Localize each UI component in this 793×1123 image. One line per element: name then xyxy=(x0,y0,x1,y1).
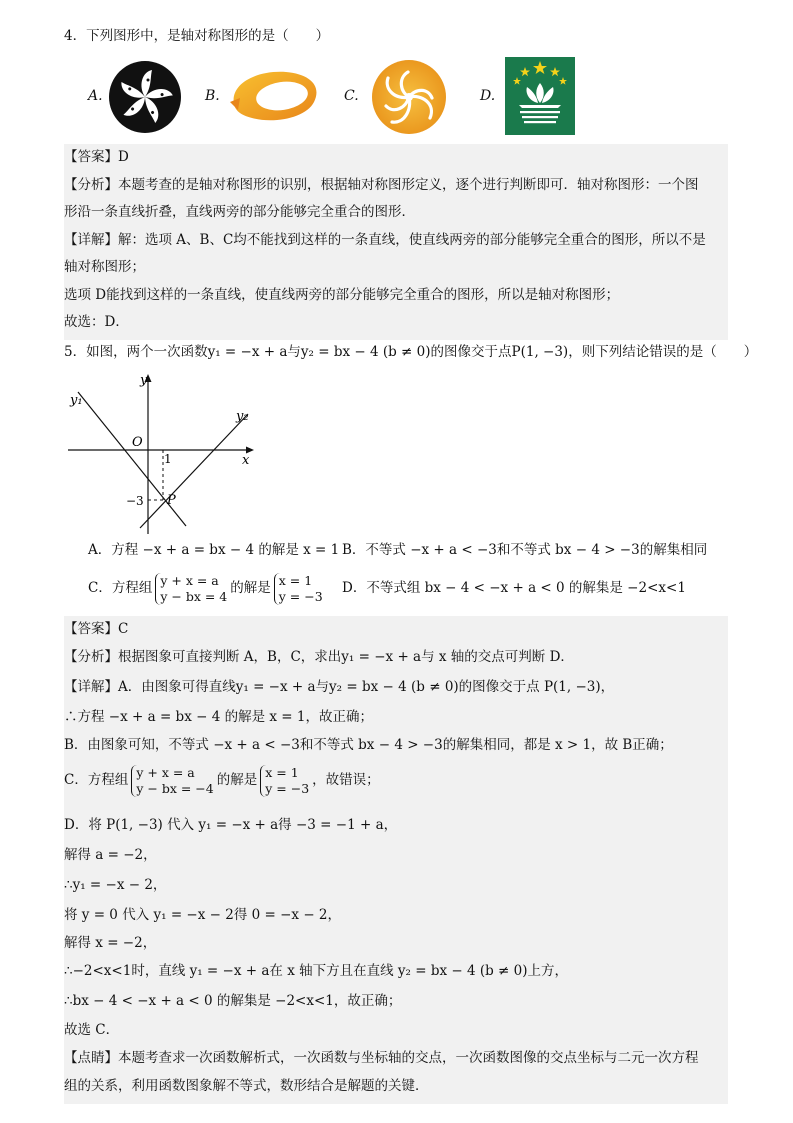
q5-answer: 【答案】C xyxy=(64,621,129,637)
q5-analysis: 【分析】根据图象可直接判断 A，B，C，求出y₁ = −x + a与 x 轴的交点可判断 D． xyxy=(64,649,574,665)
q5-choice-c-solution xyxy=(274,573,323,605)
q5-detail-4-eq1: y + x = a xyxy=(136,764,195,780)
q5-choice-c-eq1: y + x = a xyxy=(160,572,219,588)
phoenix-swirl-logo-icon xyxy=(370,58,448,140)
q4-title: 4．下列图形中，是轴对称图形的是（ ） xyxy=(64,28,330,44)
q5-detail-4-system xyxy=(131,765,213,797)
graph-label-x: x xyxy=(242,453,250,468)
q5-detail-4-prefix: C．方程组 xyxy=(64,772,129,788)
q5-choice-c-sol1: x = 1 xyxy=(278,572,313,588)
graph-label-y2: y₂ xyxy=(236,409,249,424)
q5-choice-c-sol2: y = −3 xyxy=(278,588,323,604)
q5-detail-2: ∴方程 −x + a = bx − 4 的解是 x = 1，故正确； xyxy=(64,709,373,725)
bauhinia-emblem-icon xyxy=(108,60,182,138)
q5-detail-7: ∴y₁ = −x − 2， xyxy=(64,877,167,893)
q4-answer: 【答案】D xyxy=(64,149,129,165)
q5-detail-8: 将 y = 0 代入 y₁ = −x − 2得 0 = −x − 2， xyxy=(64,907,342,923)
q5-detail-4-post: ，故错误； xyxy=(312,772,380,788)
q5-detail-1: 【详解】A．由图象可得直线y₁ = −x + a与y₂ = bx − 4 (b ≠ 0)的图像交于点 P(1, −3)， xyxy=(64,679,615,695)
q5-choice-c-prefix: C．方程组 xyxy=(88,580,153,596)
q5-choice-d: D．不等式组 bx − 4 < −x + a < 0 的解集是 −2<x<1 xyxy=(342,580,686,596)
q5-detail-3: B．由图象可知，不等式 −x + a < −3和不等式 bx − 4 > −3的解集相同，都是 x > 1，故 B正确； xyxy=(64,737,673,753)
q4-detail-line-2: 轴对称图形； xyxy=(64,259,145,275)
q4-detail-line-3: 选项 D能找到这样的一条直线，使直线两旁的部分能够完全重合的图形，所以是轴对称图形； xyxy=(64,287,620,303)
q5-function-graph xyxy=(64,366,264,542)
q4-option-b-label: B. xyxy=(205,88,220,104)
q5-choice-a: A．方程 −x + a = bx − 4 的解是 x = 1 xyxy=(88,542,340,558)
q4-analysis-line-1: 【分析】本题考查的是轴对称图形的识别，根据轴对称图形定义，逐个进行判断即可．轴对称图形：一个图 xyxy=(64,177,699,193)
q5-choice-b: B．不等式 −x + a < −3和不等式 bx − 4 > −3的解集相同 xyxy=(342,542,708,558)
q5-detail-4 xyxy=(64,760,728,800)
q5-choice-c-eq2: y − bx = 4 xyxy=(160,588,228,604)
q5-comment-line-1: 【点睛】本题考查求一次函数解析式，一次函数与坐标轴的交点，一次函数图像的交点坐标与二元一次方程 xyxy=(64,1050,699,1066)
q5-detail-9: 解得 x = −2， xyxy=(64,935,157,951)
q5-choice-c xyxy=(88,570,326,606)
q5-detail-4-sol1: x = 1 xyxy=(265,764,299,780)
graph-label-origin: O xyxy=(132,435,143,450)
q4-option-c-label: C. xyxy=(344,88,359,104)
q5-detail-4-solution xyxy=(260,765,309,797)
graph-label-p: P xyxy=(167,493,176,508)
q4-analysis-line-2: 形沿一条直线折叠，直线两旁的部分能够完全重合的图形． xyxy=(64,204,415,220)
q5-title: 5．如图，两个一次函数y₁ = −x + a与y₂ = bx − 4 (b ≠ 0)的图像交于点P(1, −3)，则下列结论错误的是（ ） xyxy=(64,344,758,360)
q4-detail-line-4: 故选：D． xyxy=(64,314,129,330)
q5-detail-10: ∴−2<x<1时，直线 y₁ = −x + a在 x 轴下方且在直线 y₂ = bx − 4 (b ≠ 0)上方， xyxy=(64,963,569,979)
graph-tick-1: 1 xyxy=(164,452,172,466)
q5-choice-c-mid: 的解是 xyxy=(230,580,271,596)
q5-detail-12: 故选 C． xyxy=(64,1022,120,1038)
q5-detail-4-mid: 的解是 xyxy=(216,772,258,788)
q5-detail-4-sol2: y = −3 xyxy=(265,780,310,796)
q5-choice-c-system xyxy=(155,573,227,605)
graph-label-y1: y₁ xyxy=(70,393,83,408)
macau-flag-icon xyxy=(505,57,575,139)
q5-detail-6: 解得 a = −2， xyxy=(64,847,157,863)
q5-detail-5: D．将 P(1, −3) 代入 y₁ = −x + a得 −3 = −1 + a， xyxy=(64,817,398,833)
q5-detail-11: ∴bx − 4 < −x + a < 0 的解集是 −2<x<1，故正确； xyxy=(64,993,402,1009)
q5-comment-line-2: 组的关系，利用函数图象解不等式，数形结合是解题的关键． xyxy=(64,1078,429,1094)
q4-option-a-label: A. xyxy=(88,88,103,104)
orange-ring-logo-icon xyxy=(226,66,322,130)
q5-detail-4-eq2: y − bx = −4 xyxy=(136,780,214,796)
q4-option-d-label: D. xyxy=(480,88,496,104)
q4-detail-line-1: 【详解】解：选项 A、B、C均不能找到这样的一条直线，使直线两旁的部分能够完全重合的图形，所以不是 xyxy=(64,232,706,248)
graph-tick-neg3: −3 xyxy=(126,494,144,508)
graph-label-y: y xyxy=(140,373,148,388)
